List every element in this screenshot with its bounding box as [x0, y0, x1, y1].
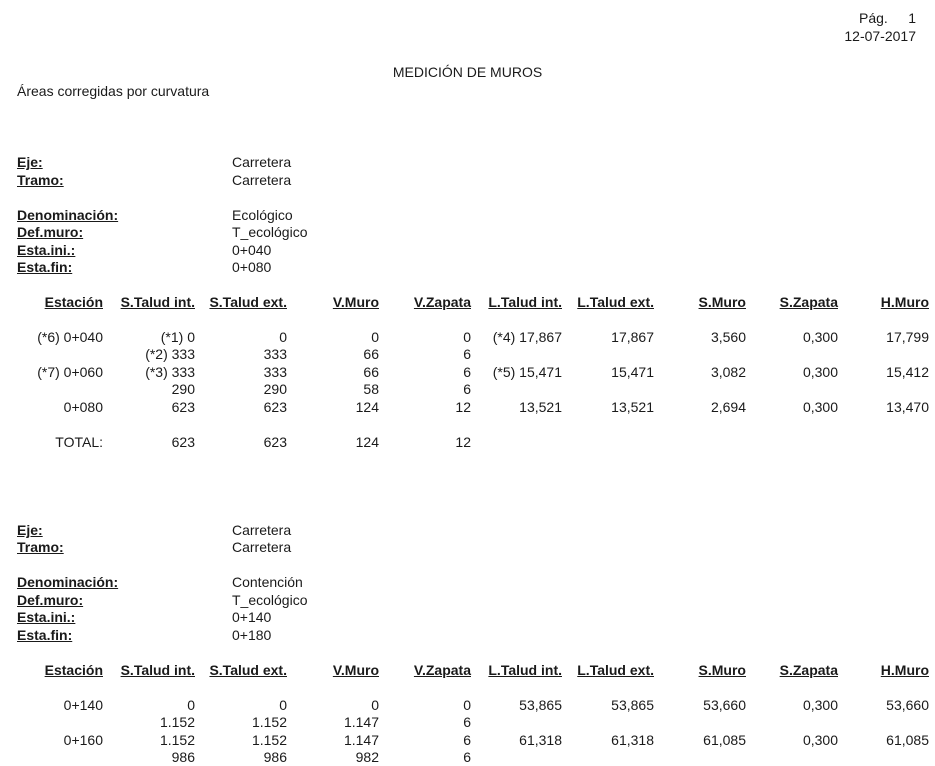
col-header-l-talud-ext: L.Talud ext.	[577, 294, 654, 310]
col-header-s-talud-int: S.Talud int.	[120, 662, 195, 678]
page-number: 1	[908, 10, 916, 26]
report-title: MEDICIÓN DE MUROS	[392, 64, 543, 80]
cell-s-talud-int: (*1) 0	[160, 329, 195, 345]
cell-s-talud-ext: 333	[263, 346, 287, 362]
col-header-l-talud-int: L.Talud int.	[488, 294, 562, 310]
cell-estacion: 0+160	[63, 732, 103, 748]
total-label: TOTAL:	[55, 434, 103, 450]
cell-h-muro: 53,660	[886, 697, 929, 713]
cell-l-talud-ext: 15,471	[611, 364, 654, 380]
cell-v-muro: 982	[355, 749, 379, 765]
col-header-h-muro: H.Muro	[880, 662, 929, 678]
cell-l-talud-int: 61,318	[519, 732, 562, 748]
cell-l-talud-int: 53,865	[519, 697, 562, 713]
col-header-estacion: Estación	[44, 294, 103, 310]
total-s-talud-ext: 623	[263, 434, 287, 450]
info-label-denominacion: Denominación:	[17, 207, 119, 223]
cell-s-muro: 3,560	[710, 329, 746, 345]
cell-s-talud-ext: 623	[263, 399, 287, 415]
cell-s-zapata: 0,300	[802, 364, 838, 380]
cell-s-talud-int: 623	[171, 399, 195, 415]
cell-v-muro: 0	[371, 329, 379, 345]
cell-v-zapata: 0	[463, 697, 471, 713]
cell-v-zapata: 0	[463, 329, 471, 345]
col-header-v-zapata: V.Zapata	[413, 294, 471, 310]
cell-l-talud-ext: 61,318	[611, 732, 654, 748]
cell-s-talud-int: 986	[171, 749, 195, 765]
cell-s-talud-ext: 0	[279, 329, 287, 345]
cell-v-zapata: 6	[463, 346, 471, 362]
cell-estacion: (*7) 0+060	[37, 364, 103, 380]
cell-estacion: 0+080	[63, 399, 103, 415]
cell-s-muro: 3,082	[710, 364, 746, 380]
cell-s-talud-int: (*3) 333	[145, 364, 195, 380]
report-subtitle: Áreas corregidas por curvatura	[17, 83, 210, 99]
cell-s-talud-int: 290	[171, 381, 195, 397]
total-s-talud-int: 623	[171, 434, 195, 450]
total-v-zapata: 12	[455, 434, 471, 450]
cell-s-talud-int: (*2) 333	[145, 346, 195, 362]
info-value-denominacion: Ecológico	[232, 207, 293, 223]
cell-l-talud-ext: 53,865	[611, 697, 654, 713]
info-label-esta-ini: Esta.ini.:	[17, 609, 76, 625]
info-value-tramo: Carretera	[232, 172, 292, 188]
cell-v-muro: 1.147	[343, 714, 379, 730]
cell-s-talud-ext: 290	[263, 381, 287, 397]
cell-s-talud-ext: 1.152	[251, 714, 287, 730]
info-label-eje: Eje:	[17, 522, 43, 538]
cell-estacion: 0+140	[63, 697, 103, 713]
cell-s-zapata: 0,300	[802, 399, 838, 415]
cell-l-talud-int: 13,521	[519, 399, 562, 415]
cell-v-zapata: 6	[463, 749, 471, 765]
info-label-eje: Eje:	[17, 154, 43, 170]
cell-s-talud-ext: 333	[263, 364, 287, 380]
cell-v-muro: 58	[363, 381, 379, 397]
col-header-s-talud-ext: S.Talud ext.	[209, 662, 287, 678]
cell-l-talud-ext: 13,521	[611, 399, 654, 415]
cell-s-talud-ext: 1.152	[251, 732, 287, 748]
col-header-s-talud-ext: S.Talud ext.	[209, 294, 287, 310]
cell-s-zapata: 0,300	[802, 697, 838, 713]
cell-s-talud-ext: 0	[279, 697, 287, 713]
col-header-s-talud-int: S.Talud int.	[120, 294, 195, 310]
cell-v-muro: 124	[355, 399, 379, 415]
info-label-tramo: Tramo:	[17, 539, 64, 555]
info-label-esta-fin: Esta.fin:	[17, 259, 73, 275]
cell-h-muro: 15,412	[886, 364, 929, 380]
info-label-denominacion: Denominación:	[17, 574, 119, 590]
cell-s-talud-int: 1.152	[159, 714, 195, 730]
col-header-estacion: Estación	[44, 662, 103, 678]
cell-s-talud-int: 1.152	[159, 732, 195, 748]
info-value-esta-ini: 0+040	[232, 242, 272, 258]
cell-v-zapata: 12	[455, 399, 471, 415]
cell-s-muro: 61,085	[703, 732, 746, 748]
info-label-def-muro: Def.muro:	[17, 224, 84, 240]
col-header-l-talud-ext: L.Talud ext.	[577, 662, 654, 678]
cell-v-muro: 66	[363, 364, 379, 380]
info-value-def-muro: T_ecológico	[232, 592, 308, 608]
info-value-denominacion: Contención	[232, 574, 303, 590]
col-header-v-muro: V.Muro	[332, 662, 379, 678]
col-header-v-muro: V.Muro	[332, 294, 379, 310]
total-v-muro: 124	[355, 434, 379, 450]
info-label-def-muro: Def.muro:	[17, 592, 84, 608]
info-value-esta-ini: 0+140	[232, 609, 272, 625]
info-label-esta-fin: Esta.fin:	[17, 627, 73, 643]
info-value-def-muro: T_ecológico	[232, 224, 308, 240]
cell-s-zapata: 0,300	[802, 732, 838, 748]
cell-v-muro: 66	[363, 346, 379, 362]
cell-h-muro: 61,085	[886, 732, 929, 748]
cell-s-zapata: 0,300	[802, 329, 838, 345]
col-header-s-zapata: S.Zapata	[779, 294, 838, 310]
cell-l-talud-int: (*4) 17,867	[492, 329, 562, 345]
cell-v-zapata: 6	[463, 381, 471, 397]
col-header-l-talud-int: L.Talud int.	[488, 662, 562, 678]
info-label-esta-ini: Esta.ini.:	[17, 242, 76, 258]
info-value-esta-fin: 0+180	[232, 627, 272, 643]
info-value-eje: Carretera	[232, 522, 292, 538]
cell-h-muro: 13,470	[886, 399, 929, 415]
col-header-h-muro: H.Muro	[880, 294, 929, 310]
cell-l-talud-ext: 17,867	[611, 329, 654, 345]
info-value-eje: Carretera	[232, 154, 292, 170]
cell-v-zapata: 6	[463, 364, 471, 380]
cell-s-muro: 2,694	[710, 399, 746, 415]
info-label-tramo: Tramo:	[17, 172, 64, 188]
cell-s-talud-int: 0	[187, 697, 195, 713]
cell-v-muro: 1.147	[343, 732, 379, 748]
col-header-v-zapata: V.Zapata	[413, 662, 471, 678]
page-label: Pág.	[859, 10, 888, 26]
cell-v-muro: 0	[371, 697, 379, 713]
cell-l-talud-int: (*5) 15,471	[492, 364, 562, 380]
cell-s-muro: 53,660	[703, 697, 746, 713]
cell-s-talud-ext: 986	[263, 749, 287, 765]
cell-estacion: (*6) 0+040	[37, 329, 103, 345]
cell-h-muro: 17,799	[886, 329, 929, 345]
report-date: 12-07-2017	[844, 28, 916, 44]
cell-v-zapata: 6	[463, 732, 471, 748]
cell-v-zapata: 6	[463, 714, 471, 730]
info-value-esta-fin: 0+080	[232, 259, 272, 275]
col-header-s-muro: S.Muro	[698, 294, 746, 310]
info-value-tramo: Carretera	[232, 539, 292, 555]
col-header-s-muro: S.Muro	[698, 662, 746, 678]
col-header-s-zapata: S.Zapata	[779, 662, 838, 678]
